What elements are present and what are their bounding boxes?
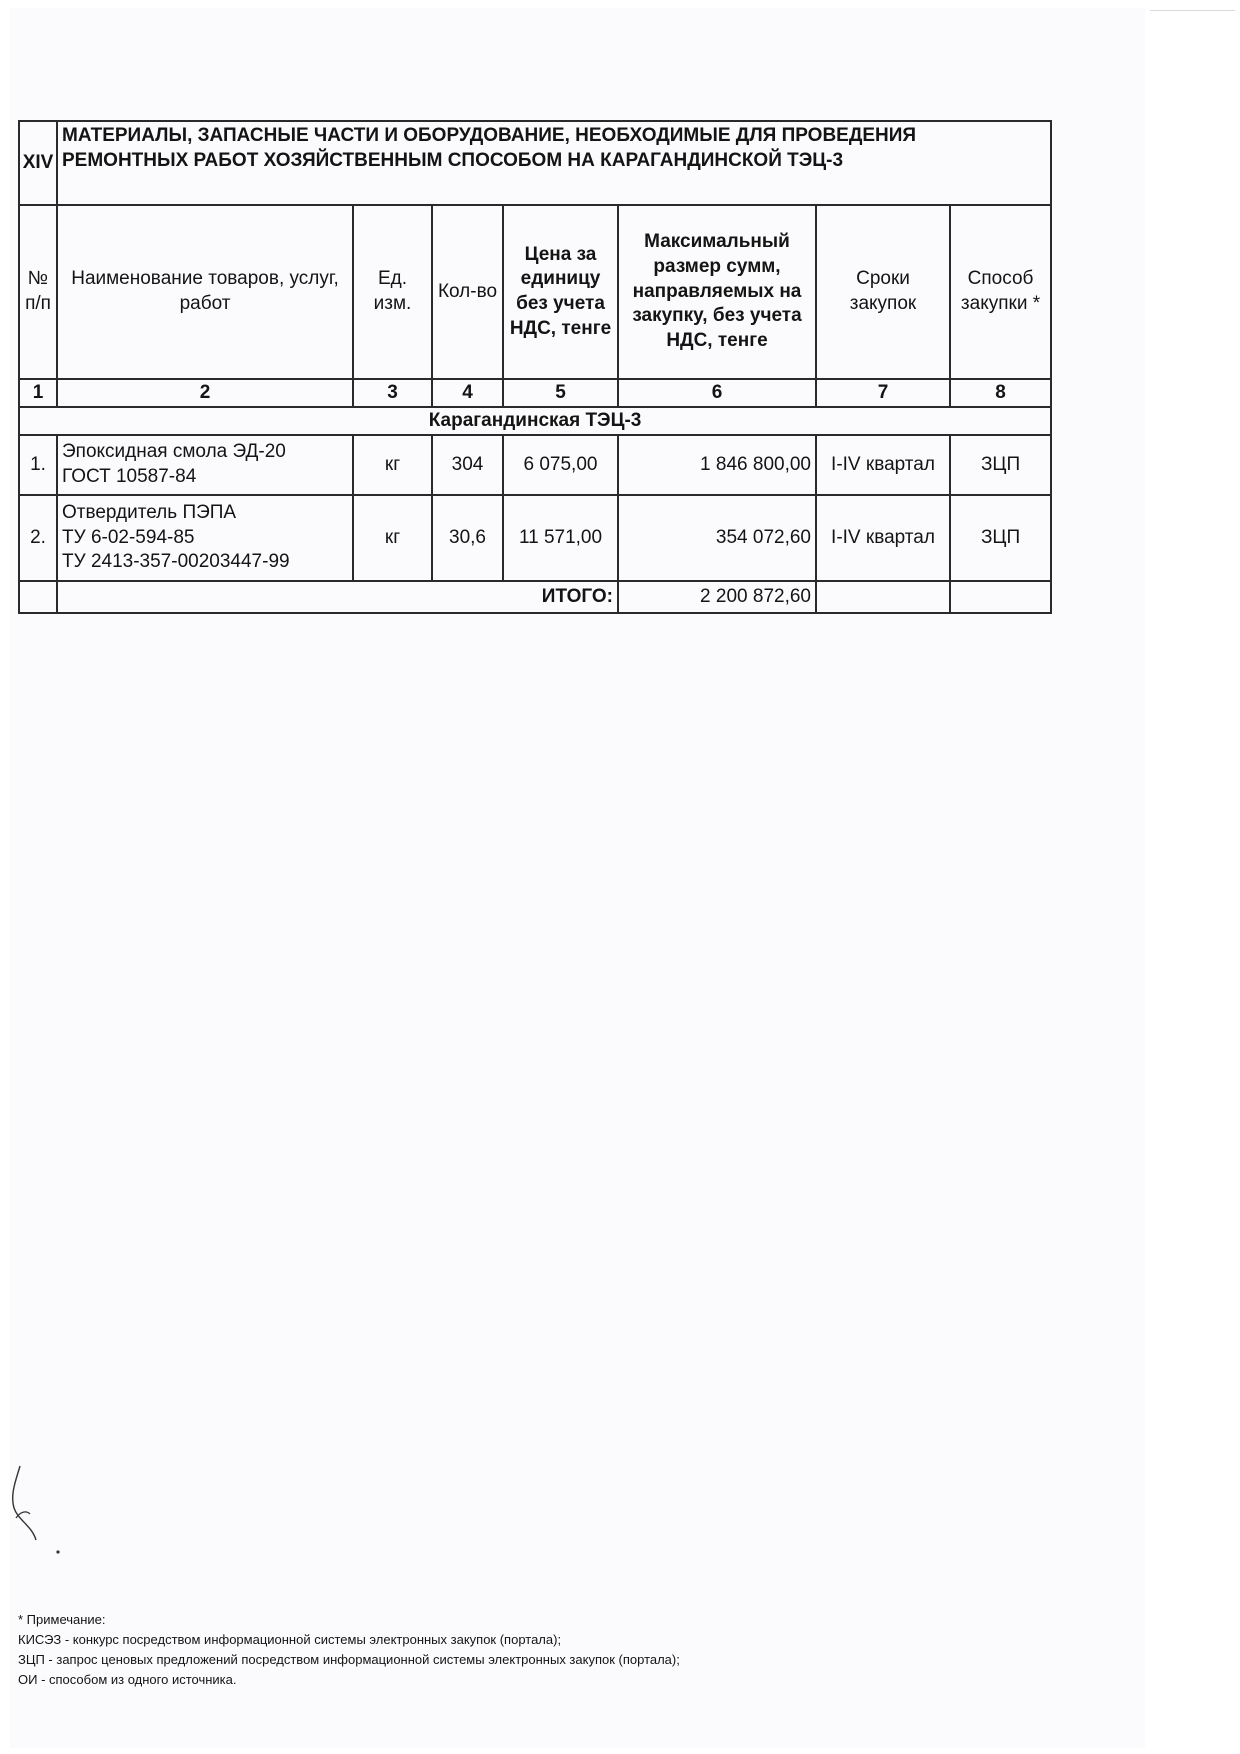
header-name: Наименование товаров, услуг, работ xyxy=(57,205,353,379)
row-name xyxy=(57,435,353,495)
header-method: Способ закупки * xyxy=(950,205,1051,379)
total-value: 2 200 872,60 xyxy=(618,581,816,613)
footnote xyxy=(18,1610,680,1691)
total-empty-cell xyxy=(19,581,57,613)
row-qty: 30,6 xyxy=(432,495,503,581)
footnote-title: * Примечание: xyxy=(18,1612,106,1627)
header-price: Цена за единицу без учета НДС, тенге xyxy=(503,205,618,379)
row-max-sum: 1 846 800,00 xyxy=(618,435,816,495)
footnote-line: ОИ - способом из одного источника. xyxy=(18,1672,237,1688)
table-row xyxy=(19,495,1051,581)
col-number: 3 xyxy=(353,379,432,407)
row-method: ЗЦП xyxy=(950,435,1051,495)
header-terms: Сроки закупок xyxy=(816,205,950,379)
row-price: 11 571,00 xyxy=(503,495,618,581)
header-num: № п/п xyxy=(19,205,57,379)
header-unit: Ед. изм. xyxy=(353,205,432,379)
section-row xyxy=(19,121,1051,205)
procurement-table xyxy=(18,120,1052,614)
table-row xyxy=(19,435,1051,495)
row-name-line: ГОСТ 10587-84 xyxy=(62,466,197,487)
row-num: 2. xyxy=(19,495,57,581)
row-name-line: Эпоксидная смола ЭД-20 xyxy=(62,441,286,463)
header-qty: Кол-во xyxy=(432,205,503,379)
column-number-row xyxy=(19,379,1051,407)
pen-mark-icon xyxy=(6,1460,66,1570)
col-number: 6 xyxy=(618,379,816,407)
row-unit: кг xyxy=(353,435,432,495)
total-label: ИТОГО: xyxy=(57,581,618,613)
footnote-line: КИСЭЗ - конкурс посредством информационной системы электронных закупок (портала); xyxy=(18,1632,562,1648)
row-max-sum: 354 072,60 xyxy=(618,495,816,581)
col-number: 8 xyxy=(950,379,1051,407)
footnote-line: ЗЦП - запрос ценовых предложений посредством информационной системы электронных закупок (портала); xyxy=(18,1652,680,1668)
row-method: ЗЦП xyxy=(950,495,1051,581)
section-number: XIV xyxy=(19,121,57,205)
header-row xyxy=(19,205,1051,379)
group-row xyxy=(19,407,1051,435)
total-empty-cell xyxy=(950,581,1051,613)
row-qty: 304 xyxy=(432,435,503,495)
total-empty-cell xyxy=(816,581,950,613)
total-row xyxy=(19,581,1051,613)
header-max-sum: Максимальный размер сумм, направляемых на закупку, без учета НДС, тенге xyxy=(618,205,816,379)
page-edge-line xyxy=(1150,10,1235,11)
row-num: 1. xyxy=(19,435,57,495)
row-name-line: Отвердитель ПЭПА xyxy=(62,501,237,523)
row-name-line: ТУ 6-02-594-85 xyxy=(62,526,195,548)
row-terms: I-IV квартал xyxy=(816,495,950,581)
col-number: 7 xyxy=(816,379,950,407)
group-title: Карагандинская ТЭЦ-3 xyxy=(19,407,1051,435)
row-price: 6 075,00 xyxy=(503,435,618,495)
section-title: МАТЕРИАЛЫ, ЗАПАСНЫЕ ЧАСТИ И ОБОРУДОВАНИЕ, НЕОБХОДИМЫЕ ДЛЯ ПРОВЕДЕНИЯ РЕМОНТНЫХ РАБОТ ХОЗЯЙСТВЕННЫМ СПОСОБОМ НА КАРАГАНДИНСКОЙ ТЭЦ-3 xyxy=(57,121,1051,205)
row-terms: I-IV квартал xyxy=(816,435,950,495)
col-number: 4 xyxy=(432,379,503,407)
col-number: 5 xyxy=(503,379,618,407)
col-number: 1 xyxy=(19,379,57,407)
col-number: 2 xyxy=(57,379,353,407)
row-name xyxy=(57,495,353,581)
row-unit: кг xyxy=(353,495,432,581)
row-name-line: ТУ 2413-357-00203447-99 xyxy=(62,551,290,573)
